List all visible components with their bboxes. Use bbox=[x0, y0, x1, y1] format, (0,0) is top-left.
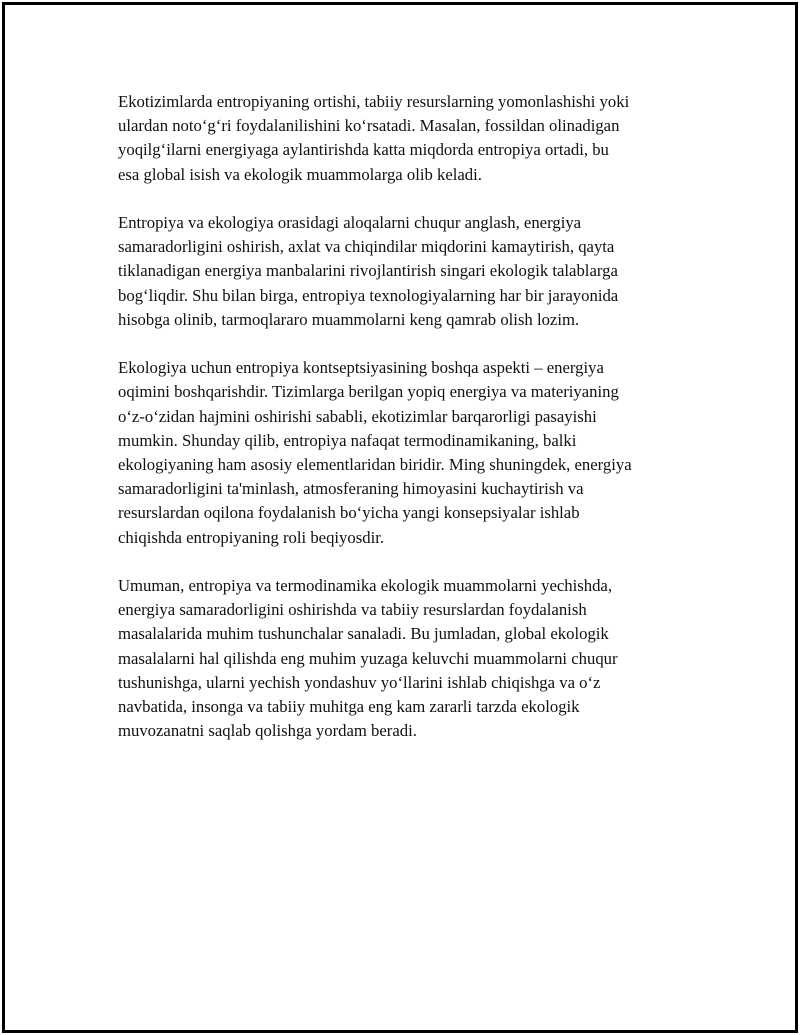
paragraph-2: Entropiya va ekologiya orasidagi aloqalarni chuqur anglash, energiya samaradorligini oshirish, axlat va chiqindilar miqdorini kamaytirish, qayta tiklanadigan energiya manbalarini rivojlantirish singari ekologik talablarga bog‘liqdir. Shu bilan birga, entropiya texnologiyalarning har bir jarayonida hisobga olinib, tarmoqlararo muammolarni keng qamrab olish lozim. bbox=[118, 213, 619, 329]
document-body bbox=[118, 90, 690, 768]
paragraph-1: Ekotizimlarda entropiyaning ortishi, tabiiy resurslarning yomonlashishi yoki ulardan noto‘g‘ri foydalanilishini ko‘rsatadi. Masalan, fossildan olinadigan yoqilg‘ilarni energiyaga aylantirishda katta miqdorda entropiya ortadi, bu esa global isish va ekologik muammolarga olib keladi. bbox=[118, 92, 630, 184]
paragraph-3: Ekologiya uchun entropiya kontseptsiyasining boshqa aspekti – energiya oqimini boshqarishdir. Tizimlarga berilgan yopiq energiya va materiyaning o‘z-o‘zidan hajmini oshirishi sababli, ekotizimlar barqarorligi pasayishi mumkin. Shunday qilib, entropiya nafaqat termodinamikaning, balki ekologiyaning ham asosiy elementlaridan biridir. Ming shuningdek, energiya samaradorligini ta'minlash, atmosferaning himoyasini kuchaytirish va resurslardan oqilona foydalanish bo‘yicha yangi konsepsiyalar ishlab chiqishda entropiyaning roli beqiyosdir. bbox=[118, 358, 632, 547]
paragraph-4: Umuman, entropiya va termodinamika ekologik muammolarni yechishda, energiya samaradorligini oshirishda va tabiiy resurslardan foydalanish masalalarida muhim tushunchalar sanaladi. Bu jumladan, global ekologik masalalarni hal qilishda eng muhim yuzaga keluvchi muammolarni chuqur tushunishga, ularni yechish yondashuv yo‘llarini ishlab chiqishga va o‘z navbatida, insonga va tabiiy muhitga eng kam zararli tarzda ekologik muvozanatni saqlab qolishga yordam beradi. bbox=[118, 576, 618, 741]
